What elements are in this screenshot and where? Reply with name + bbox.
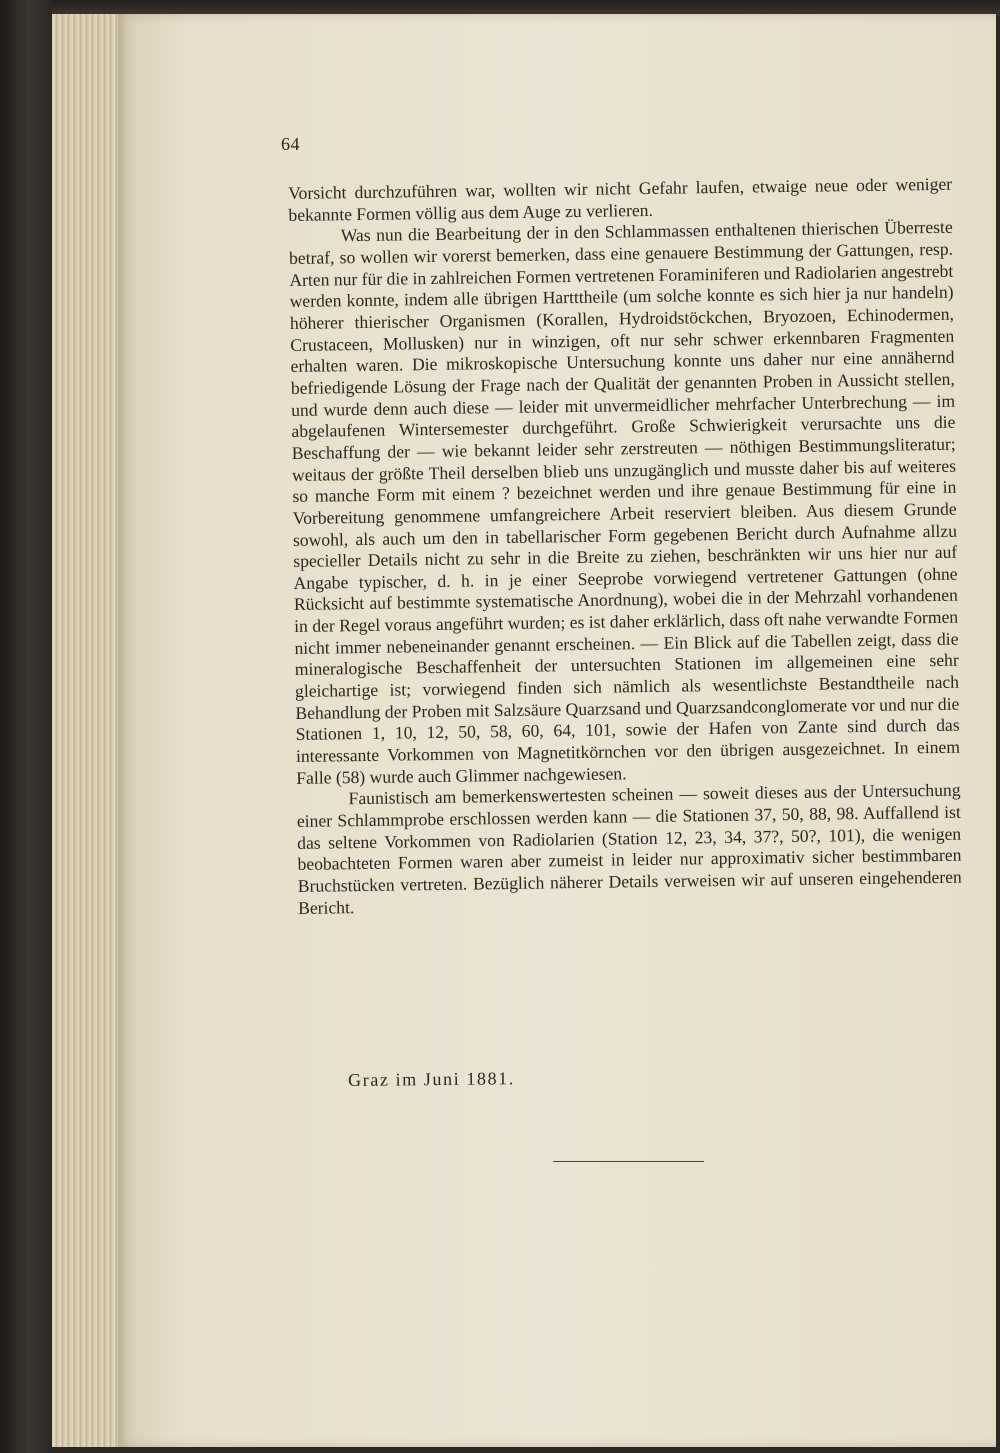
paragraph-continued: Vorsicht durchzuführen war, wollten wir nicht Gefahr laufen, etwaige neue oder weniger bekannte Formen völlig aus dem Auge zu verlieren.	[288, 173, 953, 225]
book-cover-spine	[0, 0, 52, 1453]
paragraph-examination: Was nun die Bearbeitung der in den Schlammassen enthaltenen thierischen Überreste betraf, so wollen wir vorerst bemerken, dass eine genauere Bestimmung der Gattungen, resp. Arten nur für die in zahlreichen Formen vertretenen Foraminiferen und Radiolarien angestrebt werden konnte, indem alle übrigen Hartttheile (um solche konnte es sich hier ja nur handeln) höherer thierischer Organismen (Korallen, Hydroidstöckchen, Bryozoen, Echinodermen, Crustaceen, Mollusken) nur in winzigen, oft nur sehr schwer erkennbaren Fragmenten erhalten waren. Die mikroskopische Untersuchung konnte uns daher nur eine annähernd befriedigende Lösung der Frage nach der Qualität der genannten Proben in Aussicht stellen, und wurde denn auch diese — leider mit unvermeidlicher mehrfacher Unterbrechung — im abgelaufenen Wintersemester durchgeführt. Große Schwierigkeit verursachte uns die Beschaffung der — wie bekannt leider sehr zerstreuten — nöthigen Bestimmungsliteratur; weitaus der größte Theil derselben blieb uns unzugänglich und musste daher bis auf weiteres so manche Form mit einem ? bezeichnet werden und ihre genaue Bestimmung für eine in Vorbereitung genommene umfangreichere Arbeit reserviert bleiben. Aus diesem Grunde sowohl, als auch um den in tabellarischer Form gegebenen Bericht durch Aufnahme allzu specieller Details nicht zu sehr in die Breite zu ziehen, beschränkten wir uns hier nur auf Angabe typischer, d. h. in je einer Seeprobe vorwiegend vertretener Gattungen (ohne Rücksicht auf bestimmte systematische Anordnung), wobei die in der Mehrzahl vorhandenen in der Regel voraus angeführt wurden; es ist daher erklärlich, dass oft nahe verwandte Formen nicht immer nebeneinander genannt erscheinen. — Ein Blick auf die Tabellen zeigt, dass die mineralogische Beschaffenheit der untersuchten Stationen im allgemeinen eine sehr gleichartige ist; vorwiegend finden sich nämlich als wesentlichste Bestandtheile nach Behandlung der Proben mit Salzsäure Quarzsand und Quarzsandconglomerate vor und nur die Stationen 1, 10, 12, 50, 58, 60, 64, 101, sowie der Hafen von Zante sind durch das interessante Vorkommen von Magnetitkörnchen vor den übrigen ausgezeichnet. In einem Falle (58) wurde auch Glimmer nachgewiesen.	[288, 217, 961, 788]
end-rule	[553, 1161, 704, 1162]
paragraph-fauna: Faunistisch am bemerkenswertesten scheinen — soweit dieses aus der Untersuchung einer Schlammprobe erschlossen werden kann — die Stationen 37, 50, 88, 98. Auffallend ist das seltene Vorkommen von Radiolarien (Station 12, 23, 34, 37?, 50?, 101), die wenigen beobachteten Formen waren aber zumeist in leider nur approximativ sicher bestimmbaren Bruchstücken vertreten. Bezüglich näherer Details verweisen wir auf unseren eingehenderen Bericht.	[296, 780, 962, 918]
dateline: Graz im Juni 1881.	[348, 1068, 515, 1090]
page-number: 64	[281, 134, 300, 154]
body-text	[288, 174, 962, 920]
page-edges	[52, 14, 124, 1447]
